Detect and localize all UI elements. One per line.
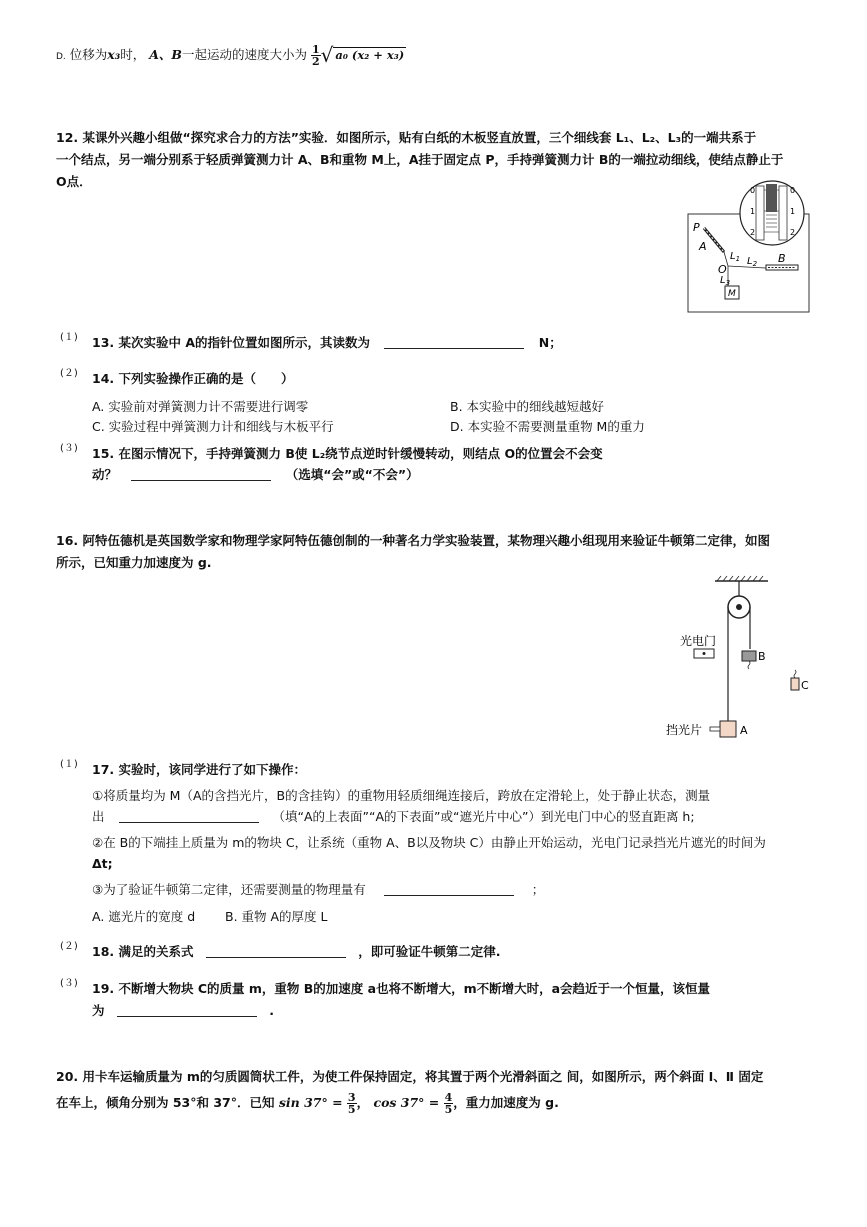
frac-num: 1 xyxy=(312,43,320,56)
option-d-text-b: 时， xyxy=(120,47,146,62)
option-d-text: 位移为 xyxy=(69,47,108,62)
q17-step3-blank[interactable] xyxy=(384,881,514,896)
q20-sep: ， xyxy=(356,1095,370,1110)
q18-text-pre: 18. 满足的关系式 xyxy=(92,944,194,959)
label-a: A xyxy=(699,240,707,253)
q17-step1-blank[interactable] xyxy=(119,808,259,823)
q15-line2a: 动？ xyxy=(92,467,118,482)
option-d-label: D. xyxy=(56,52,66,62)
q20-line2-a: 在车上，倾角分别为 53°和 37°．已知 xyxy=(56,1095,275,1110)
q17-step2b: Δt; xyxy=(92,856,113,871)
label-o: O xyxy=(718,263,727,276)
label-c: C xyxy=(801,679,809,692)
q14-option-d[interactable]: D. 本实验不需要测量重物 M的重力 xyxy=(450,419,645,434)
shade-plate xyxy=(710,727,720,731)
q17-step3-pre: ③为了验证牛顿第二定律，还需要测量的物理量有 xyxy=(92,882,366,897)
q15-line2 xyxy=(92,464,419,486)
q15-num: (３) xyxy=(60,443,78,454)
q17-step1a: ①将质量均为 M（A的含挡光片，B的含挂钩）的重物用轻质细绳连接后，跨放在定滑轮上，处于静止状态，测量 xyxy=(92,788,711,803)
q16-line2: 所示，已知重力加速度为 g. xyxy=(56,555,212,570)
q13-text: 13. 某次实验中 A的指针位置如图所示，其读数为 xyxy=(92,335,371,350)
q18-num: (２) xyxy=(60,941,78,952)
q20-sin-text: sin 37° = xyxy=(278,1095,343,1110)
q19-line1: 19. 不断增大物块 C的质量 m，重物 B的加速度 a也将不断增大，m不断增大时，a会趋近于一个恒量，该恒量 xyxy=(92,981,711,996)
label-a: A xyxy=(740,724,748,737)
var-ab: A、B xyxy=(149,47,182,62)
spring-rod xyxy=(766,184,777,212)
label-l1: $L_1$ xyxy=(730,251,741,263)
q14-option-c[interactable]: C. 实验过程中弹簧测力计和细线与木板平行 xyxy=(92,419,334,434)
label-l3: $L_3$ xyxy=(720,275,731,287)
sin-num: 3 xyxy=(347,1091,356,1104)
q18-answer-blank[interactable] xyxy=(206,943,346,958)
q14-text: 14. 下列实验操作正确的是（ ） xyxy=(92,371,294,386)
option-d xyxy=(56,44,406,68)
q19-line2 xyxy=(92,1000,274,1022)
sqrt-content: a₀ (x₂ + x₃) xyxy=(335,48,405,62)
q20-line1: 20. 用卡车运输质量为 m的匀质圆筒状工件，为使工件保持固定，将其置于两个光滑斜面之 间，如图所示，两个斜面 Ⅰ、Ⅱ 固定 xyxy=(56,1069,764,1084)
q17-text: 17. 实验时，该同学进行了如下操作： xyxy=(92,762,306,777)
q16-line1: 16. 阿特伍德机是英国数学家和物理学家阿特伍德创制的一种著名力学实验装置，某物理兴趣小组现用来验证牛顿第二定律，如图 xyxy=(56,533,770,548)
q14-option-b[interactable]: B. 本实验中的细线越短越好 xyxy=(450,399,605,414)
q17-step1b-pre: 出 xyxy=(92,809,105,824)
scale-label-r0: 0 xyxy=(790,186,796,195)
q12-line1: 12. 某课外兴趣小组做“探究求合力的方法”实验．如图所示，贴有白纸的木板竖直放置，三个细线套 L₁、L₂、L₃的一端共系于 xyxy=(56,130,757,145)
weight-b xyxy=(742,651,756,661)
label-b: B xyxy=(778,252,786,265)
q15-line2b: （选填“会”或“不会”） xyxy=(285,467,419,482)
q12-line3: O点． xyxy=(56,174,92,189)
q13-num: (１) xyxy=(60,332,78,343)
label-shade-plate: 挡光片 xyxy=(666,723,703,737)
fraction-cos xyxy=(444,1092,454,1115)
q18 xyxy=(92,941,500,963)
q13-unit: N； xyxy=(538,335,562,350)
frac-den: 2 xyxy=(312,55,320,68)
var-x3: x₃ xyxy=(107,47,121,62)
fraction-sin xyxy=(347,1092,357,1115)
label-l2: $L_2$ xyxy=(747,256,758,268)
sin-den: 5 xyxy=(347,1103,356,1116)
q17-step3-post: ； xyxy=(531,882,545,897)
cos-num: 4 xyxy=(444,1091,453,1104)
q17-step1b-post: （填“A的上表面”“A的下表面”或“遮光片中心”）到光电门中心的竖直距离 h; xyxy=(272,809,695,824)
q15-line1: 15. 在图示情况下，手持弹簧测力 B使 L₂绕节点逆时针缓慢转动，则结点 O的位置会不会变 xyxy=(92,446,603,461)
weight-c xyxy=(791,678,799,690)
scale-label-l1: 1 xyxy=(750,207,756,216)
label-p: P xyxy=(693,221,700,234)
q18-text-post: ，即可验证牛顿第二定律. xyxy=(358,944,501,959)
scale-label-l2: 2 xyxy=(750,228,756,237)
scale-left xyxy=(756,186,764,240)
q13-answer-blank[interactable] xyxy=(384,334,524,349)
q19-answer-blank[interactable] xyxy=(117,1002,257,1017)
q17-step1b xyxy=(92,806,695,828)
q12-line2: 一个结点，另一端分别系于轻质弹簧测力计 A、B和重物 M上，A挂于固定点 P，手持弹簧测力计 B的一端拉动细线，使结点静止于 xyxy=(56,152,784,167)
cos-den: 5 xyxy=(444,1103,453,1116)
q17-option-b[interactable]: B. 重物 A的厚度 L xyxy=(225,909,328,924)
fraction-half xyxy=(311,44,321,67)
scale-label-l0: 0 xyxy=(750,186,756,195)
q17-num: (１) xyxy=(60,759,78,770)
q14-num: (２) xyxy=(60,368,78,379)
scale-label-r2: 2 xyxy=(790,228,796,237)
q17-option-a[interactable]: A. 遮光片的宽度 d xyxy=(92,909,196,924)
q20-line2 xyxy=(56,1092,559,1115)
q20-cos-text: cos 37° = xyxy=(373,1095,440,1110)
label-m: M xyxy=(728,289,736,299)
q17-step2a: ②在 B的下端挂上质量为 m的物块 C，让系统（重物 A、B以及物块 C）由静止开始运动，光电门记录挡光片遮光的时间为 xyxy=(92,835,766,850)
scale-right xyxy=(779,186,787,240)
q19-line2-post: . xyxy=(269,1003,274,1018)
q19-num: (３) xyxy=(60,978,78,989)
q14-option-a[interactable]: A. 实验前对弹簧测力计不需要进行调零 xyxy=(92,399,309,414)
sqrt-icon: √ xyxy=(320,43,334,67)
q20-line2-b: ，重力加速度为 g. xyxy=(453,1095,559,1110)
q16-figure xyxy=(660,575,820,745)
q19-line2-pre: 为 xyxy=(92,1003,105,1018)
q12-figure xyxy=(686,180,812,316)
label-b: B xyxy=(758,650,766,663)
label-photogate: 光电门 xyxy=(680,634,717,648)
q15-answer-blank[interactable] xyxy=(131,466,271,481)
scale-label-r1: 1 xyxy=(790,207,796,216)
q13 xyxy=(92,332,562,354)
q17-step3 xyxy=(92,879,544,901)
option-d-text-c: 一起运动的速度大小为 xyxy=(182,47,308,62)
weight-a xyxy=(720,721,736,737)
